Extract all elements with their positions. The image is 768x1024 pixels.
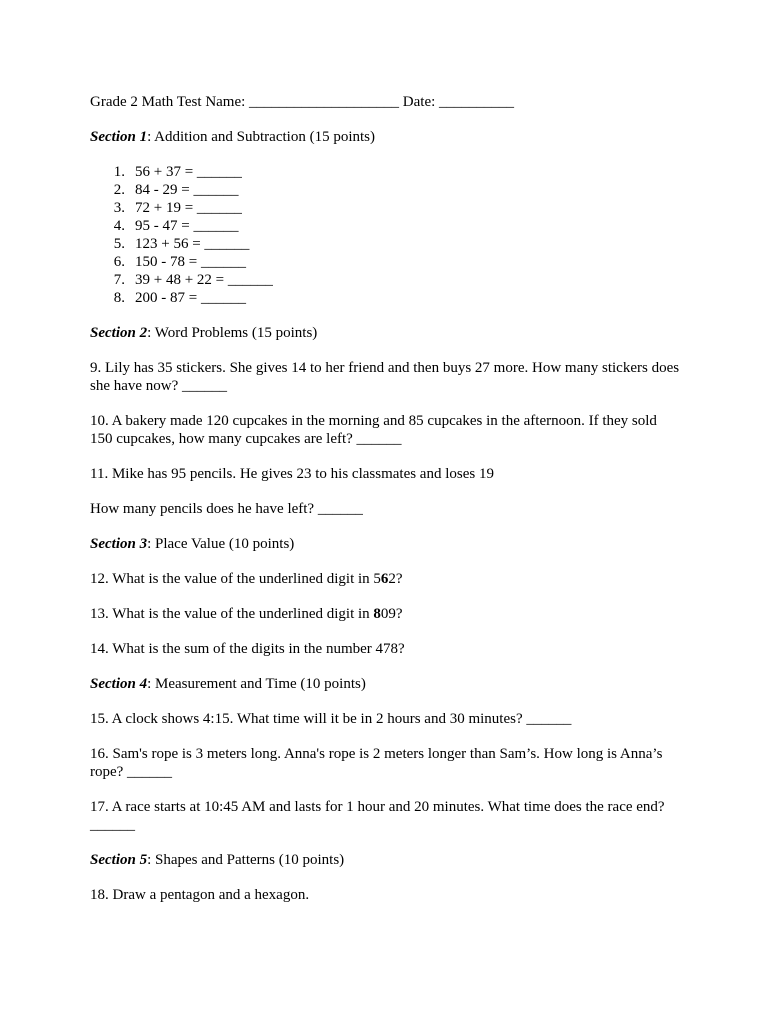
list-item xyxy=(90,271,680,289)
question-9: 9. Lily has 35 stickers. She gives 14 to her friend and then buys 27 more. How many stickers does she have now? ______ xyxy=(90,360,680,394)
question-13 xyxy=(90,605,680,623)
item-text: 123 + 56 = ______ xyxy=(135,236,250,252)
section-1-title: : Addition and Subtraction (15 points) xyxy=(147,129,375,145)
test-header: Grade 2 Math Test Name: ____________________ Date: __________ xyxy=(90,94,515,110)
item-text: 39 + 48 + 22 = ______ xyxy=(135,272,273,288)
section-1-heading xyxy=(90,128,680,146)
section-4-heading xyxy=(90,675,680,693)
item-number: 3. xyxy=(113,200,125,216)
section-5-heading xyxy=(90,851,680,869)
item-text: 95 - 47 = ______ xyxy=(135,218,239,234)
list-item xyxy=(90,217,680,235)
item-number: 8. xyxy=(113,290,125,306)
section-3-label: Section 3 xyxy=(90,536,148,552)
item-number: 4. xyxy=(113,218,125,234)
section-3-heading xyxy=(90,535,680,553)
question-17: 17. A race starts at 10:45 AM and lasts for 1 hour and 20 minutes. What time does the race end? ______ xyxy=(90,799,665,833)
section-2-label: Section 2 xyxy=(90,325,148,341)
question-13-prefix: 13. What is the value of the underlined digit in xyxy=(90,606,374,622)
list-item xyxy=(90,289,680,307)
list-item xyxy=(90,235,680,253)
section-4-title: : Measurement and Time (10 points) xyxy=(147,676,366,692)
question-11-part-a: 11. Mike has 95 pencils. He gives 23 to his classmates and loses 19 xyxy=(90,466,494,482)
item-text: 56 + 37 = ______ xyxy=(135,164,242,180)
item-number: 6. xyxy=(113,254,125,270)
section-2-heading xyxy=(90,324,680,342)
question-12-prefix: 12. What is the value of the underlined digit in 5 xyxy=(90,571,381,587)
question-11-part-b: How many pencils does he have left? ______ xyxy=(90,501,363,517)
section-4-label: Section 4 xyxy=(90,676,148,692)
item-number: 5. xyxy=(113,236,125,252)
list-item xyxy=(90,163,680,181)
item-number: 7. xyxy=(113,272,125,288)
section-5-label: Section 5 xyxy=(90,852,148,868)
question-12-digit: 6 xyxy=(380,571,389,587)
section-3-title: : Place Value (10 points) xyxy=(147,536,295,552)
section-2-title: : Word Problems (15 points) xyxy=(147,325,318,341)
question-13-suffix: 09? xyxy=(380,606,403,622)
question-12 xyxy=(90,570,680,588)
question-14: 14. What is the sum of the digits in the number 478? xyxy=(90,641,405,657)
item-text: 150 - 78 = ______ xyxy=(135,254,246,270)
question-16: 16. Sam's rope is 3 meters long. Anna's rope is 2 meters longer than Sam’s. How long is Anna’s rope? ______ xyxy=(90,746,663,780)
question-13-digit: 8 xyxy=(373,606,381,622)
question-10: 10. A bakery made 120 cupcakes in the morning and 85 cupcakes in the afternoon. If they sold 150 cupcakes, how many cupcakes are left? ______ xyxy=(90,413,657,447)
question-18: 18. Draw a pentagon and a hexagon. xyxy=(90,887,310,903)
section-1-label: Section 1 xyxy=(90,129,148,145)
list-item xyxy=(90,181,680,199)
question-15: 15. A clock shows 4:15. What time will it be in 2 hours and 30 minutes? ______ xyxy=(90,711,572,727)
section-5-title: : Shapes and Patterns (10 points) xyxy=(147,852,345,868)
question-12-suffix: 2? xyxy=(388,571,403,587)
list-item xyxy=(90,253,680,271)
document-page xyxy=(90,93,680,921)
arithmetic-list xyxy=(90,163,680,307)
list-item xyxy=(90,199,680,217)
item-text: 200 - 87 = ______ xyxy=(135,290,246,306)
item-number: 1. xyxy=(113,164,125,180)
item-text: 72 + 19 = ______ xyxy=(135,200,242,216)
item-number: 2. xyxy=(113,182,125,198)
item-text: 84 - 29 = ______ xyxy=(135,182,239,198)
